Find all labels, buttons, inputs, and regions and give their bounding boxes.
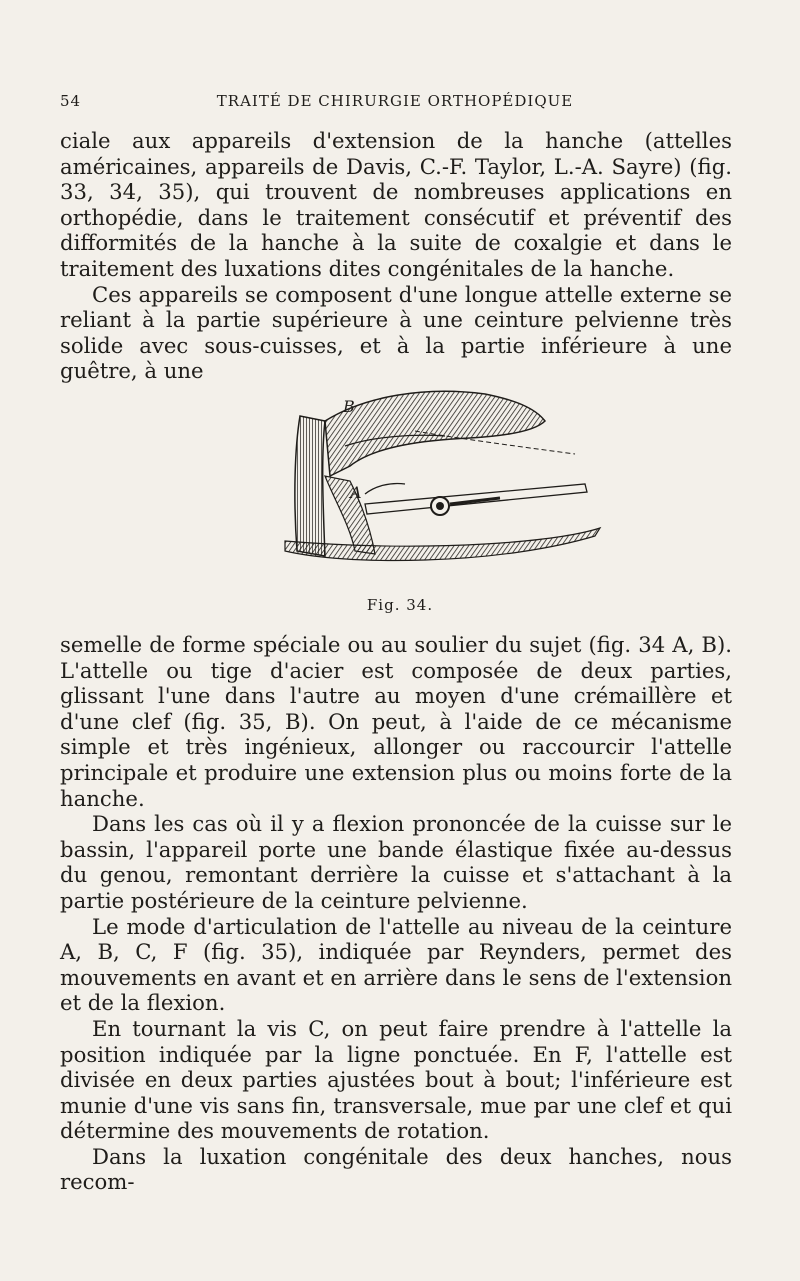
text-block-bottom: [60, 632, 732, 1195]
running-header: [60, 92, 730, 114]
figure-caption: Fig. 34.: [366, 596, 434, 614]
shoe-upper-shape: [325, 391, 545, 476]
page-number: 54: [60, 92, 82, 110]
steel-rod-shape: [365, 484, 587, 514]
paragraph: semelle de forme spéciale ou au soulier du sujet (fig. 34 A, B). L'attelle ou tige d'acier est composée de deux parties, glissant l'une dans l'autre au moyen d'une crémaillère et d'une clef (fig. 35, B). On peut, à l'aide de ce mécanisme simple et très ingénieux, allonger ou raccourcir l'attelle principale et produire une extension plus ou moins forte de la hanche.: [60, 632, 732, 811]
shoe-heel-shape: [295, 416, 325, 556]
figure-shoe-splint-illustration: [255, 376, 615, 586]
text-block-top: [60, 128, 732, 384]
figure-label-b: B: [343, 397, 355, 416]
paragraph: En tournant la vis C, on peut faire prendre à l'attelle la position indiquée par la ligne ponctuée. En F, l'attelle est divisée en deux parties ajustées bout à bout; l'inférieure est munie d'une vis sans fin, transversale, mue par une clef et qui détermine des mouvements de rotation.: [60, 1015, 732, 1144]
paragraph: Dans les cas où il y a flexion prononcée de la cuisse sur le bassin, l'appareil porte une bande élastique fixée au-dessus du genou, remontant derrière la cuisse et s'attachant à la partie postérieure de la ceinture pelvienne.: [60, 811, 732, 913]
figure-label-a: A: [350, 483, 362, 502]
paragraph: ciale aux appareils d'extension de la hanche (attelles américaines, appareils de Davis, C.-F. Taylor, L.-A. Sayre) (fig. 33, 34, 35), qui trouvent de nombreuses applications en orthopédie, dans le traitement consécutif et préventif des difformités de la hanche à la suite de coxalgie et dans le traitement des luxations dites congénitales de la hanche.: [60, 128, 732, 281]
paragraph: Ces appareils se composent d'une longue attelle externe se reliant à la partie supérieure à une ceinture pelvienne très solide avec sous-cuisses, et à la partie inférieure à une guêtre, à une: [60, 281, 732, 384]
paragraph: Dans la luxation congénitale des deux hanches, nous recom-: [60, 1143, 732, 1195]
sole-shape: [285, 528, 600, 561]
paragraph: Le mode d'articulation de l'attelle au niveau de la ceinture A, B, C, F (fig. 35), indiquée par Reynders, permet des mouvements en avant et en arrière dans le sens de l'extension et de la flexion.: [60, 913, 732, 1016]
running-title: TRAITÉ DE CHIRURGIE ORTHOPÉDIQUE: [216, 92, 574, 110]
